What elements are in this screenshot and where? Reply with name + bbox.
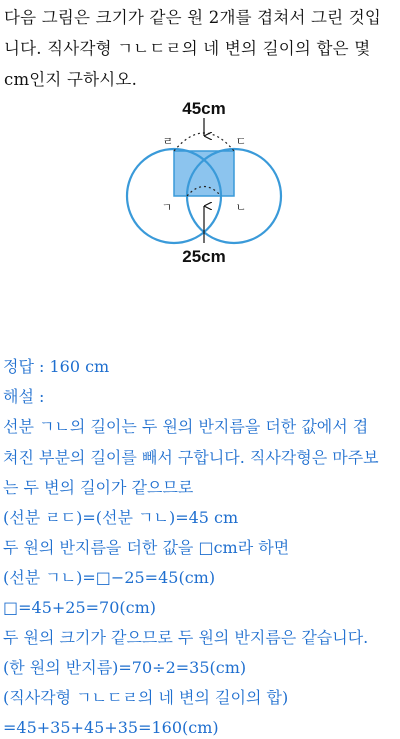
vertex-label-a: ㄱ (161, 201, 173, 214)
vertex-label-c: ㄷ (235, 135, 247, 148)
explanation-line-11: =45+35+45+35=160(cm) (3, 718, 219, 737)
explanation-line-8: 두 원의 크기가 같으므로 두 원의 반지름은 같습니다. (3, 628, 369, 647)
answer-line: 정답 : 160 cm (3, 357, 110, 376)
explanation-line-1: 선분 ㄱㄴ의 길이는 두 원의 반지름을 더한 값에서 겹 (3, 417, 369, 436)
question-line-2: 니다. 직사각형 ㄱㄴㄷㄹ의 네 변의 길이의 합은 몇 (4, 39, 371, 58)
vertex-label-d: ㄹ (162, 135, 174, 148)
question-line-1: 다음 그림은 크기가 같은 원 2개를 겹쳐서 그린 것입 (4, 8, 382, 27)
explanation-line-4: (선분 ㄹㄷ)=(선분 ㄱㄴ)=45 cm (3, 508, 239, 527)
explanation-line-2: 쳐진 부분의 길이를 빼서 구합니다. 직사각형은 마주보 (3, 448, 379, 467)
explanation-header: 해설 : (3, 387, 45, 406)
explanation-line-3: 는 두 변의 길이가 같으므로 (3, 478, 194, 497)
explanation-line-5: 두 원의 반지름을 더한 값을 □cm라 하면 (3, 538, 290, 557)
rectangle-abcd (174, 151, 234, 196)
bottom-length-label: 25cm (182, 247, 226, 266)
vertex-label-b: ㄴ (235, 201, 247, 214)
explanation-line-7: □=45+25=70(cm) (3, 598, 157, 617)
explanation-line-10: (직사각형 ㄱㄴㄷㄹ의 네 변의 길이의 합) (3, 688, 289, 707)
explanation-line-9: (한 원의 반지름)=70÷2=35(cm) (3, 658, 247, 677)
explanation-line-6: (선분 ㄱㄴ)=□−25=45(cm) (3, 568, 216, 587)
question-line-3: cm인지 구하시오. (4, 70, 138, 89)
top-length-label: 45cm (182, 99, 226, 118)
overlapping-circles-figure (0, 0, 400, 290)
